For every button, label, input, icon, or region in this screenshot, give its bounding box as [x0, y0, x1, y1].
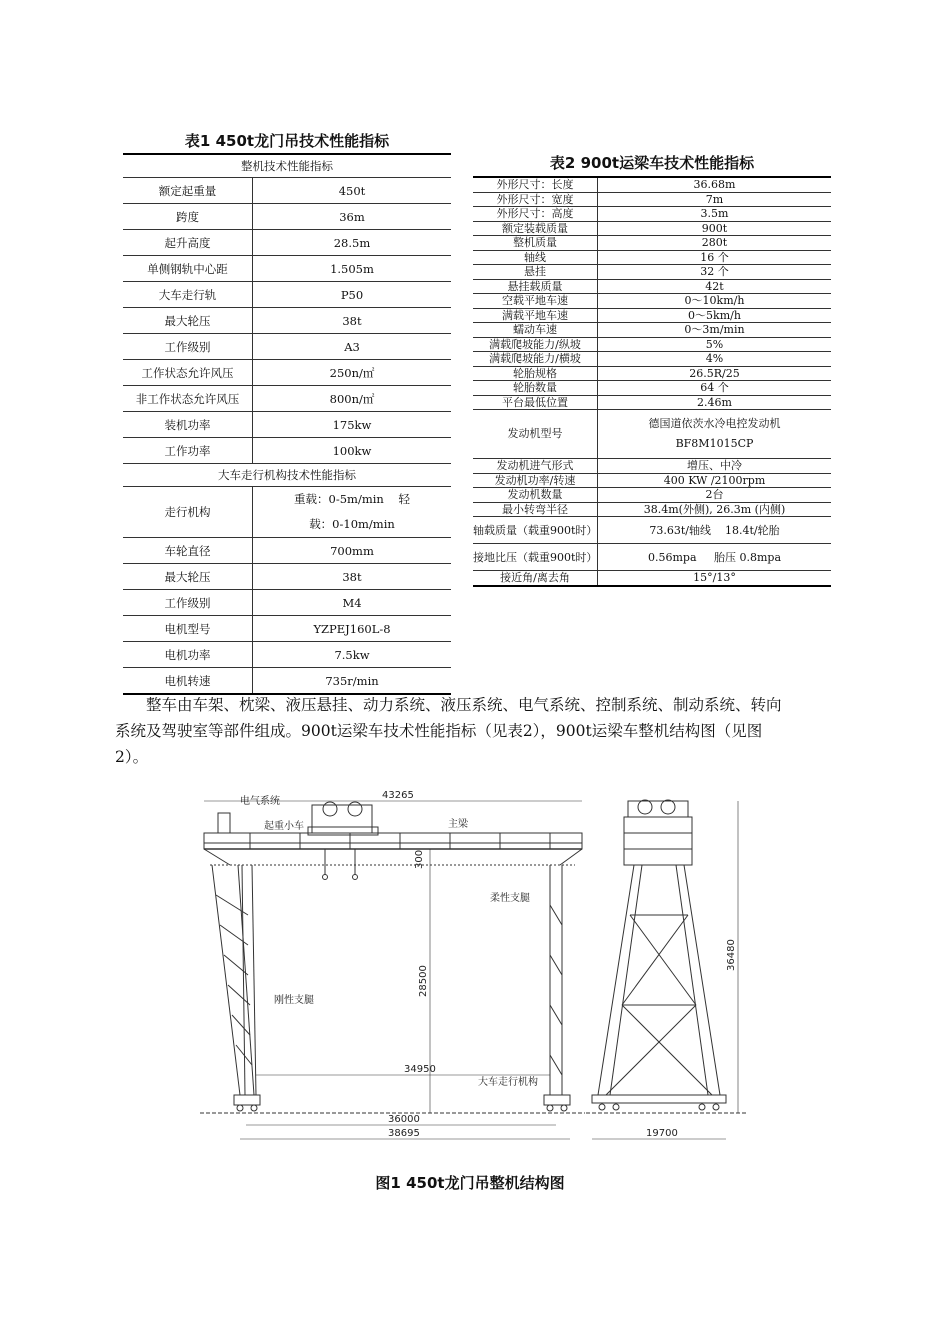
dim-side-height: 36480 — [726, 939, 737, 971]
body-paragraph — [115, 692, 850, 770]
table-row: 轴载质量（载重900t时） 73.63t/轴线 18.4t/轮胎 — [473, 517, 831, 544]
label-trolley: 起重小车 — [264, 821, 304, 832]
dim-300: 300 — [414, 849, 425, 869]
table-row: 工作功率 100kw — [123, 438, 451, 464]
table-row: 外形尺寸：长度 36.68m — [473, 177, 831, 192]
table-row: 发动机型号 德国道依茨水冷电控发动机 BF8M1015CP — [473, 410, 831, 459]
dim-height: 28500 — [418, 965, 429, 997]
table-row: 悬挂载质量 42t — [473, 279, 831, 294]
table-row: 满载爬坡能力/横坡 4% — [473, 352, 831, 367]
table-row: 接近角/离去角 15°/13° — [473, 571, 831, 586]
figure-caption: 图1 450t龙门吊整机结构图 — [375, 1174, 565, 1192]
table-row: 轴线 16 个 — [473, 250, 831, 265]
table-row: 轮胎规格 26.5R/25 — [473, 366, 831, 381]
table-row: 工作级别 A3 — [123, 334, 451, 360]
table-row: 工作级别 M4 — [123, 590, 451, 616]
table-row: 单侧钢轨中心距 1.505m — [123, 256, 451, 282]
table-row: 起升高度 28.5m — [123, 230, 451, 256]
label-rigid-leg: 刚性支腿 — [274, 995, 314, 1006]
table-row: 整机质量 280t — [473, 236, 831, 251]
table1-caption: 表1 450t龙门吊技术性能指标 — [184, 132, 390, 150]
table-row: 发动机数量 2台 — [473, 488, 831, 503]
table-row: 外形尺寸：高度 3.5m — [473, 207, 831, 222]
label-main-beam: 主梁 — [448, 819, 468, 830]
paragraph-line: 2）。 — [115, 748, 149, 766]
table-row: 接地比压（载重900t时） 0.56mpa 胎压 0.8mpa — [473, 544, 831, 571]
dim-span: 36000 — [388, 1114, 420, 1125]
table-row: 装机功率 175kw — [123, 412, 451, 438]
table-row: 满载平地车速 0～5km/h — [473, 308, 831, 323]
label-travel: 大车走行机构 — [478, 1077, 538, 1088]
table-row: 悬挂 32 个 — [473, 265, 831, 280]
table-row: 平台最低位置 2.46m — [473, 395, 831, 410]
table-row: 大车走行轨 P50 — [123, 282, 451, 308]
table-row: 蠕动车速 0～3m/min — [473, 323, 831, 338]
gantry-crane-drawing — [190, 785, 750, 1155]
table2 — [473, 176, 831, 587]
table1-section-header: 整机技术性能指标 — [123, 154, 451, 178]
table-row: 最大轮压 38t — [123, 564, 451, 590]
dim-top: 43265 — [382, 790, 414, 801]
table-row: 最小转弯半径 38.4m(外侧), 26.3m (内侧) — [473, 502, 831, 517]
table-row: 工作状态允许风压 250n/㎡ — [123, 360, 451, 386]
table-row: 额定装载质量 900t — [473, 221, 831, 236]
label-flex-leg: 柔性支腿 — [490, 893, 530, 904]
table2-caption: 表2 900t运梁车技术性能指标 — [549, 154, 755, 172]
table1-section-header: 大车走行机构技术性能指标 — [123, 464, 451, 487]
table-row: 轮胎数量 64 个 — [473, 381, 831, 396]
label-electric: 电气系统 — [240, 796, 280, 807]
paragraph-line: 系统及驾驶室等部件组成。900t运梁车技术性能指标（见表2），900t运梁车整机结构图（见图 — [115, 722, 763, 740]
table-row: 电机型号 YZPEJ160L-8 — [123, 616, 451, 642]
table-row: 发动机进气形式 增压、中冷 — [473, 459, 831, 474]
table-row: 电机功率 7.5kw — [123, 642, 451, 668]
table-row: 额定起重量 450t — [123, 178, 451, 204]
table-row: 电机转速 735r/min — [123, 668, 451, 695]
table-row: 非工作状态允许风压 800n/㎡ — [123, 386, 451, 412]
dim-side-width: 19700 — [646, 1128, 678, 1139]
table-row: 最大轮压 38t — [123, 308, 451, 334]
paragraph-line: 整车由车架、枕梁、液压悬挂、动力系统、液压系统、电气系统、控制系统、制动系统、转向 — [146, 696, 782, 714]
table-row: 满载爬坡能力/纵坡 5% — [473, 337, 831, 352]
table1 — [123, 153, 451, 695]
table-row: 空载平地车速 0～10km/h — [473, 294, 831, 309]
table-row: 发动机功率/转速 400 KW /2100rpm — [473, 473, 831, 488]
table-row: 车轮直径 700mm — [123, 538, 451, 564]
dim-inner: 34950 — [404, 1064, 436, 1075]
table-row: 走行机构 重载：0-5m/min 轻 载：0-10m/min — [123, 487, 451, 538]
table-row: 外形尺寸：宽度 7m — [473, 192, 831, 207]
dim-overall: 38695 — [388, 1128, 420, 1139]
table-row: 跨度 36m — [123, 204, 451, 230]
